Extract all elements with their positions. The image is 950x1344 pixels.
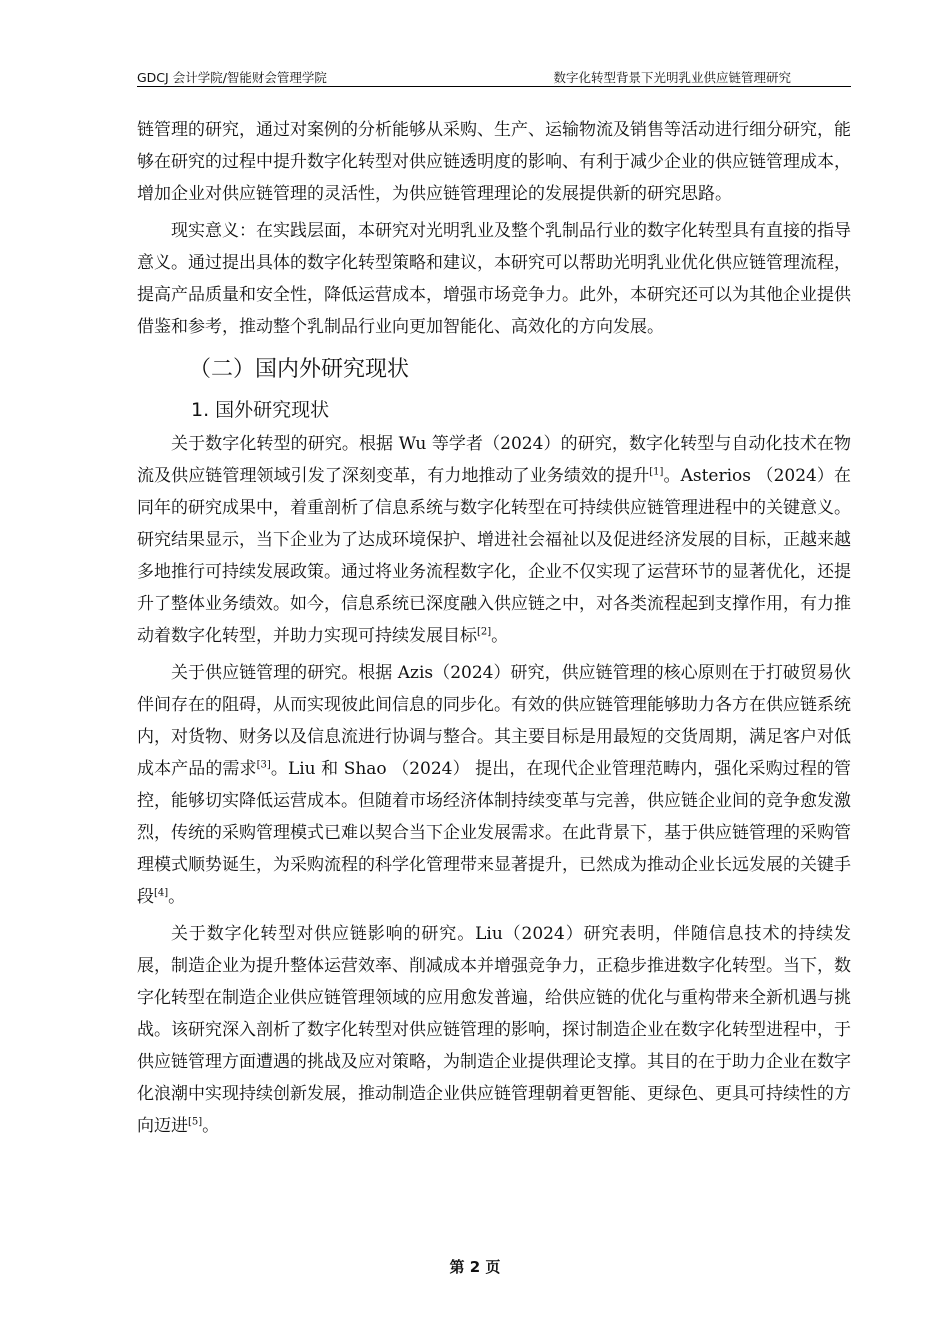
paragraph-theory-continued: 链管理的研究，通过对案例的分析能够从采购、生产、运输物流及销售等活动进行细分研究，能够在研究的过程中提升数字化转型对供应链透明度的影响、有利于减少企业的供应链管理成本，增加企业对供应链管理的灵活性，为供应链管理理论的发展提供新的研究思路。: [137, 120, 851, 204]
text-span: 关于供应链管理的研究。根据 Azis（2024）研究，供应链管理的核心原则在于打破贸易伙伴间存在的阻碍，从而实现彼此间信息的同步化。有效的供应链管理能够助力各方在供应链系统内，对货物、财务以及信息流进行协调与整合。其主要目标是用最短的交货周期，满足客户对低成本产品的需求: [137, 663, 851, 779]
section-heading: （二）国内外研究现状: [189, 357, 410, 382]
text-span: 。Asterios （2024）在同年的研究成果中，着重剖析了信息系统与数字化转型在可持续供应链管理进程中的关键意义。研究结果显示，当下企业为了达成环境保护、增进社会福祉以及促进经济发展的目标，正越来越多地推行可持续发展政策。通过将业务流程数字化，企业不仅实现了运营环节的显著优化，还提升了整体业务绩效。如今，信息系统已深度融入供应链之中，对各类流程起到支撑作用，有力推动着数字化转型，并助力实现可持续发展目标: [137, 466, 851, 646]
citation-3: [3]: [256, 759, 271, 771]
body-text: [137, 114, 851, 1147]
running-header: [137, 66, 851, 87]
citation-2: [2]: [477, 626, 492, 638]
header-thesis-title: 数字化转型背景下光明乳业供应链管理研究: [553, 70, 791, 85]
text-span: 。: [491, 626, 509, 646]
paragraph-digital-transformation: [137, 428, 851, 652]
subsection-heading: 1. 国外研究现状: [191, 399, 330, 421]
citation-4: [4]: [154, 887, 169, 899]
text-span: 关于数字化转型的研究。根据 Wu 等学者（2024）的研究，数字化转型与自动化技术在物流及供应链管理领域引发了深刻变革，有力地推动了业务绩效的提升: [137, 434, 851, 486]
text-span: 。: [168, 887, 186, 907]
citation-1: [1]: [649, 466, 664, 478]
paragraph-supply-chain-management: [137, 657, 851, 913]
text-span: 。Liu 和 Shao （2024） 提出，在现代企业管理范畴内，强化采购过程的管控，能够切实降低运营成本。但随着市场经济体制持续变革与完善，供应链企业间的竞争愈发激烈，传统的采购管理模式已难以契合当下企业发展需求。在此背景下，基于供应链管理的采购管理模式顺势诞生，为采购流程的科学化管理带来显著提升，已然成为推动企业长远发展的关键手段: [137, 759, 851, 907]
paragraph-practical-significance: 现实意义：在实践层面，本研究对光明乳业及整个乳制品行业的数字化转型具有直接的指导意义。通过提出具体的数字化转型策略和建议，本研究可以帮助光明乳业优化供应链管理流程，提高产品质量和安全性，降低运营成本，增强市场竞争力。此外，本研究还可以为其他企业提供借鉴和参考，推动整个乳制品行业向更加智能化、高效化的方向发展。: [137, 221, 851, 337]
page-number: 第 2 页: [449, 1258, 501, 1276]
header-institution: GDCJ 会计学院/智能财会管理学院: [137, 70, 327, 85]
text-span: 关于数字化转型对供应链影响的研究。Liu（2024）研究表明，伴随信息技术的持续发展，制造企业为提升整体运营效率、削减成本并增强竞争力，正稳步推进数字化转型。当下，数字化转型在制造企业供应链管理领域的应用愈发普遍，给供应链的优化与重构带来全新机遇与挑战。该研究深入剖析了数字化转型对供应链管理的影响，探讨制造企业在数字化转型进程中，于供应链管理方面遭遇的挑战及应对策略，为制造企业提供理论支撑。其目的在于助力企业在数字化浪潮中实现持续创新发展，推动制造企业供应链管理朝着更智能、更绿色、更具可持续性的方向迈进: [137, 924, 851, 1136]
citation-5: [5]: [188, 1116, 203, 1128]
text-span: 。: [202, 1116, 220, 1136]
paragraph-digital-impact-on-supply-chain: [137, 918, 851, 1142]
